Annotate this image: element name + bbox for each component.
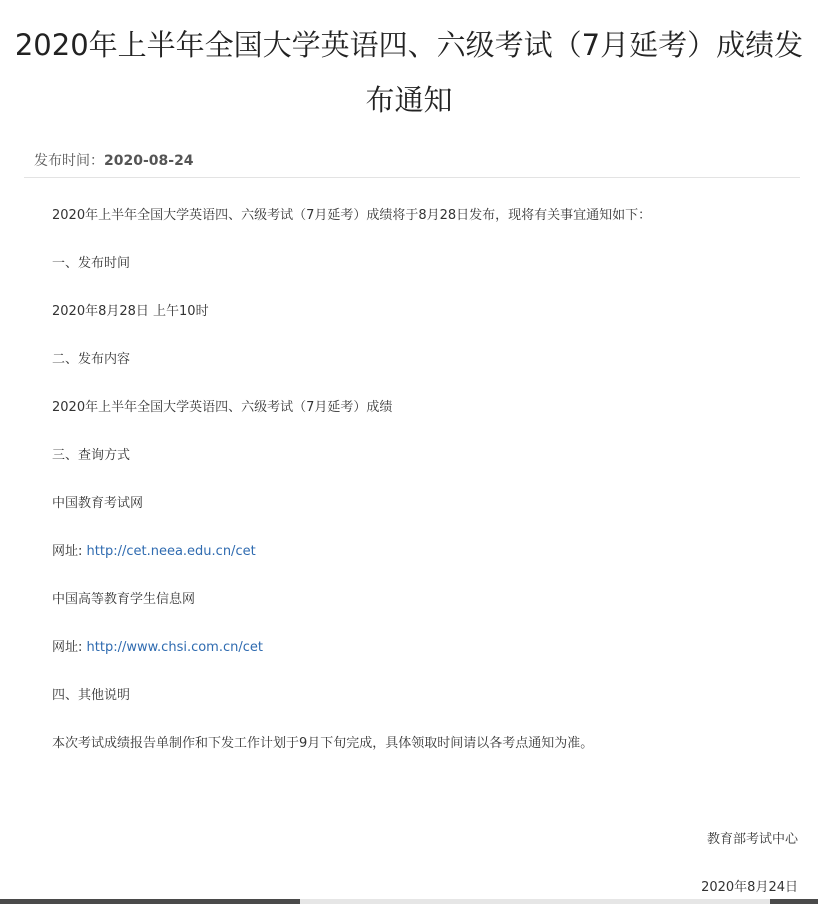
publish-date: 2020-08-24 bbox=[104, 153, 194, 169]
site-1-url-label: 网址: bbox=[52, 544, 87, 559]
section-4-heading: 四、其他说明 bbox=[52, 688, 131, 703]
page-title-line-1: 2020年上半年全国大学英语四、六级考试（7月延考）成绩发 bbox=[14, 28, 804, 62]
site-1-url-line bbox=[52, 543, 256, 561]
header-divider bbox=[24, 177, 800, 178]
section-4-text: 本次考试成绩报告单制作和下发工作计划于9月下旬完成，具体领取时间请以各考点通知为准。 bbox=[52, 736, 594, 751]
section-1-text: 2020年8月28日 上午10时 bbox=[52, 304, 209, 319]
page-title bbox=[0, 18, 818, 128]
page-title-line-2: 布通知 bbox=[365, 83, 453, 117]
site-2-url-label: 网址: bbox=[52, 640, 87, 655]
intro-paragraph: 2020年上半年全国大学英语四、六级考试（7月延考）成绩将于8月28日发布，现将有关事宜通知如下： bbox=[52, 208, 652, 223]
cet-neea-link[interactable]: http://cet.neea.edu.cn/cet bbox=[86, 544, 256, 559]
site-2-name: 中国高等教育学生信息网 bbox=[52, 592, 196, 607]
site-1-name: 中国教育考试网 bbox=[52, 496, 144, 511]
chsi-link[interactable]: http://www.chsi.com.cn/cet bbox=[86, 640, 263, 655]
section-2-text: 2020年上半年全国大学英语四、六级考试（7月延考）成绩 bbox=[52, 400, 393, 415]
section-1-heading: 一、发布时间 bbox=[52, 256, 131, 271]
publish-label: 发布时间： bbox=[34, 153, 104, 169]
site-2-url-line bbox=[52, 639, 263, 657]
publish-info bbox=[34, 150, 194, 172]
horizontal-scrollbar[interactable] bbox=[0, 899, 818, 904]
signature-date: 2020年8月24日 bbox=[701, 880, 798, 895]
section-3-heading: 三、查询方式 bbox=[52, 448, 131, 463]
section-2-heading: 二、发布内容 bbox=[52, 352, 131, 367]
scrollbar-track bbox=[300, 899, 770, 904]
signature-org: 教育部考试中心 bbox=[706, 832, 798, 847]
